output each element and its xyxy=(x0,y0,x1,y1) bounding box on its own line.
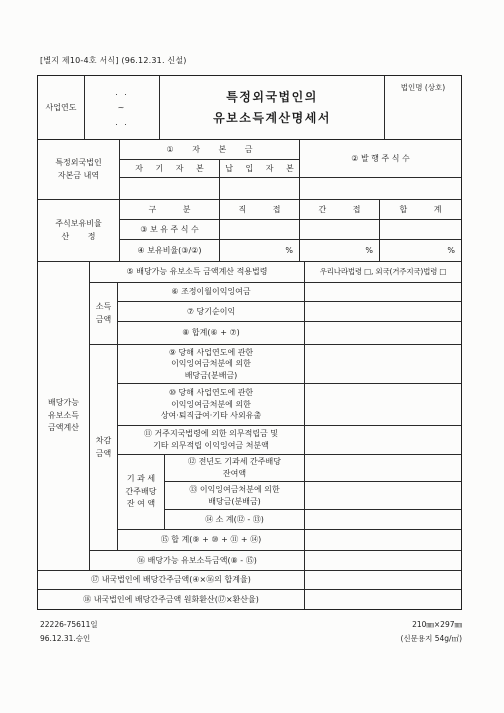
ratio-total-value xyxy=(380,240,462,262)
footer-paper-size: 210㎜×297㎜ xyxy=(412,620,462,629)
row-11-label xyxy=(118,426,305,455)
ratio-label xyxy=(120,240,220,262)
prior-taxed-label-line-1: 기 과 세 xyxy=(126,473,156,483)
prior-taxed-label-line-3: 잔 여 액 xyxy=(126,499,156,509)
income-label-line-1: 소득 xyxy=(95,301,112,311)
form-title-line-1: 특정외국법인의 xyxy=(226,89,318,104)
row-9-text-1: ⑨ 당해 사업연도에 관한 xyxy=(168,347,254,357)
capital-section-label xyxy=(38,140,120,200)
footer-approval-date: 96.12.31.승인 xyxy=(40,634,91,643)
corp-name-label: 법인명 (상호) xyxy=(400,83,446,92)
row-6-label xyxy=(118,283,305,302)
prior-taxed-deemed-dividend-label xyxy=(118,455,165,530)
row-11-value xyxy=(305,426,462,455)
period-from: . . xyxy=(115,87,129,97)
row-10-text-2: 이익잉여금처분에 의한 xyxy=(171,399,251,409)
col-header-direct xyxy=(220,200,300,220)
shares-held-total-value xyxy=(380,220,462,240)
ratio-indirect-value xyxy=(300,240,380,262)
row-16-label xyxy=(90,551,305,571)
row-9-label xyxy=(118,345,305,384)
deduction-label-line-2: 금액 xyxy=(95,448,112,458)
statement-table xyxy=(37,75,462,610)
row-10-value xyxy=(305,384,462,426)
row-15-value xyxy=(305,530,462,551)
ownership-section-label xyxy=(38,200,120,262)
capital-header xyxy=(120,140,300,160)
own-capital-value xyxy=(120,178,220,200)
row-17-text: ⑰ 내국법인에 배당간주금액(④×⑯의 합계율) xyxy=(91,575,251,585)
issued-shares-header xyxy=(300,140,462,178)
row-6-text: ⑥ 조정이월이익잉여금 xyxy=(171,287,251,297)
footer-form-code: 22226-75611일 xyxy=(40,620,98,629)
row-9-value xyxy=(305,345,462,384)
row-12-text-1: ⑫ 전년도 기과세 간주배당 xyxy=(188,457,281,467)
row-16-text: ⑯ 배당가능 유보소득금액(⑧ - ⑮) xyxy=(137,555,257,565)
row-11-text-1: ⑪ 거주지국법령에 의한 의무적립금 및 xyxy=(143,429,279,439)
row-18-text: ⑱ 내국법인에 배당간주금액 원화환산(⑰×환산율) xyxy=(83,594,259,604)
applicable-law-options-text: 우리나라법령 □, 외국(거주지국)법령 □ xyxy=(319,266,447,276)
issued-shares-value xyxy=(300,178,462,200)
col-direct-text: 직 접 xyxy=(238,204,281,214)
shares-held-label xyxy=(120,220,220,240)
row-6-value xyxy=(305,283,462,302)
applicable-law-options xyxy=(305,262,462,283)
col-header-total xyxy=(380,200,462,220)
capital-header-text: ① 자 본 금 xyxy=(166,144,253,154)
col-category-text: 구 분 xyxy=(148,204,191,214)
capital-label-line-2: 자본금 내역 xyxy=(57,170,100,180)
row-18-value xyxy=(305,590,462,610)
income-label-line-2: 금액 xyxy=(95,314,112,324)
row-10-text-1: ⑩ 당해 사업연도에 관한 xyxy=(168,388,254,398)
form-title-line-2: 유보소득계산명세서 xyxy=(213,110,331,125)
paid-in-capital-header xyxy=(220,160,300,178)
business-year-label-cell xyxy=(38,76,85,140)
row-8-label xyxy=(118,322,305,345)
row-15-label xyxy=(118,530,305,551)
issued-shares-text: ② 발 행 주 식 수 xyxy=(351,153,410,163)
row-7-label xyxy=(118,302,305,322)
retained-section-label xyxy=(38,262,90,571)
footer-paper-type: (신문용지 54g/㎡) xyxy=(400,634,462,643)
shares-held-text: ③ 보 유 주 식 수 xyxy=(140,224,199,234)
row-7-text: ⑦ 당기순이익 xyxy=(186,306,236,316)
retained-label-line-1: 배당가능 xyxy=(48,397,79,407)
ratio-text: ④ 보유비율(③/②) xyxy=(137,245,202,255)
income-amount-label xyxy=(90,283,118,345)
ownership-label-line-2: 산 정 xyxy=(61,231,96,241)
form-title-cell xyxy=(160,76,385,140)
deduction-amount-label xyxy=(90,345,118,551)
row-13-label xyxy=(165,482,305,510)
row-17-label xyxy=(38,571,305,590)
capital-label-line-1: 특정외국법인 xyxy=(55,157,102,167)
row-14-text: ⑭ 소 계(⑫ - ⑬) xyxy=(205,514,264,524)
row-11-text-2: 기타 의무적립 이익잉여금 처분액 xyxy=(153,441,269,450)
percent-sign: % xyxy=(285,245,293,255)
col-total-text: 합 계 xyxy=(399,204,442,214)
applicable-law-label xyxy=(90,262,305,283)
col-indirect-text: 간 접 xyxy=(318,204,361,214)
row-10-text-3: 상여·퇴직급여·기타 사외유출 xyxy=(160,411,262,421)
row-7-value xyxy=(305,302,462,322)
col-header-category xyxy=(120,200,220,220)
row-12-label xyxy=(165,455,305,482)
row-17-value xyxy=(305,571,462,590)
row-9-text-2: 이익잉여금처분에 의한 xyxy=(171,359,251,369)
business-year-period-cell xyxy=(85,76,160,140)
row-14-value xyxy=(305,510,462,530)
row-13-value xyxy=(305,482,462,510)
applicable-law-text: ⑤ 배당가능 유보소득 금액계산 적용법령 xyxy=(126,267,268,277)
own-capital-header xyxy=(120,160,220,178)
row-16-value xyxy=(305,551,462,571)
retained-label-line-3: 금액계산 xyxy=(48,423,79,433)
col-header-indirect xyxy=(300,200,380,220)
corp-name-cell xyxy=(385,76,462,140)
ownership-label-line-1: 주식보유비율 xyxy=(55,218,102,228)
own-capital-text: 자 기 자 본 xyxy=(135,163,204,173)
paid-in-capital-text: 납 입 자 본 xyxy=(225,163,294,173)
row-8-text: ⑧ 합계(⑥ + ⑦) xyxy=(182,328,240,338)
percent-sign: % xyxy=(447,245,455,255)
business-year-label: 사업연도 xyxy=(45,102,77,112)
row-13-text-2: 배당금(분배금) xyxy=(208,496,261,506)
row-15-text: ⑮ 합 계(⑨ + ⑩ + ⑪ + ⑭) xyxy=(160,535,262,545)
row-12-value xyxy=(305,455,462,482)
row-14-label xyxy=(165,510,305,530)
ratio-direct-value xyxy=(220,240,300,262)
percent-sign: % xyxy=(365,245,373,255)
row-18-label xyxy=(38,590,305,610)
paid-in-capital-value xyxy=(220,178,300,200)
row-13-text-1: ⑬ 이익잉여금처분에 의한 xyxy=(189,484,280,494)
period-separator: ~ xyxy=(117,102,127,112)
row-10-label xyxy=(118,384,305,426)
retained-label-line-2: 유보소득 xyxy=(48,410,79,420)
prior-taxed-label-line-2: 간주배당 xyxy=(125,486,157,496)
row-8-value xyxy=(305,322,462,345)
row-9-text-3: 배당금(분배금) xyxy=(184,370,238,380)
row-12-text-2: 잔여액 xyxy=(222,469,247,478)
deduction-label-line-1: 차감 xyxy=(95,435,112,445)
period-to: . . xyxy=(115,118,129,128)
shares-held-indirect-value xyxy=(300,220,380,240)
form-number: [별지 제10-4호 서식] (96.12.31. 신설) xyxy=(40,56,187,65)
shares-held-direct-value xyxy=(220,220,300,240)
